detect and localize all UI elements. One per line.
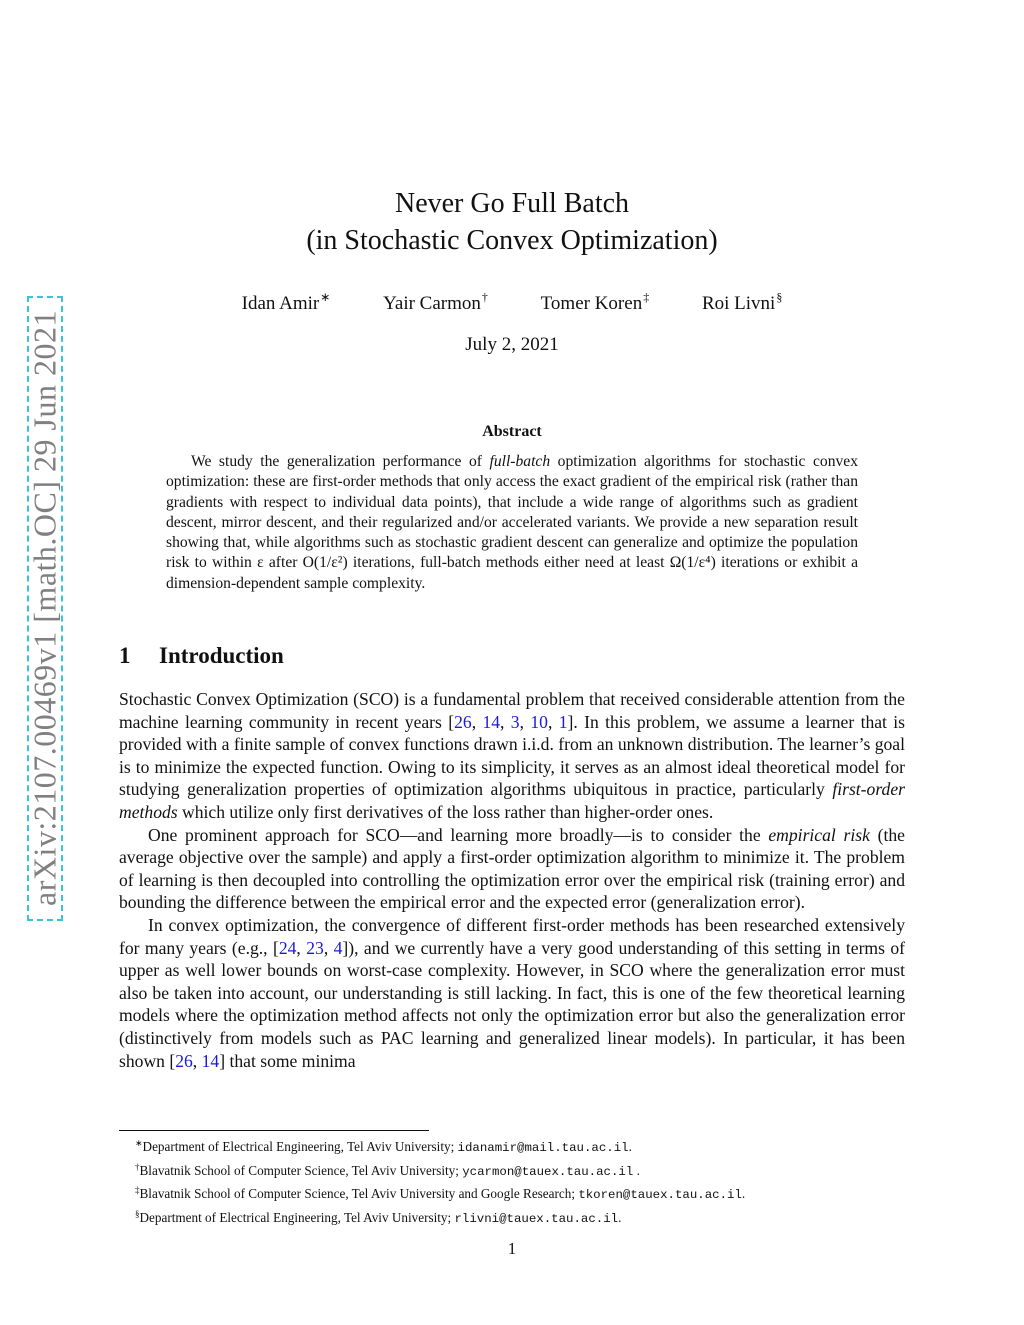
- abstract-heading: Abstract: [482, 423, 542, 440]
- footnote: †Blavatnik School of Computer Science, Tel Aviv University; ycarmon@tauex.tau.ac.il .: [135, 1161, 640, 1179]
- paragraph: One prominent approach for SCO—and learning more broadly—is to consider the empirical risk (the average objective over the sample) and apply a first-order optimization algorithm to minimize it. The problem of learning is then decoupled into controlling the optimization error over the empirical risk (training error) and bounding the difference between the empirical error and the expected error (generalization error).: [119, 824, 905, 913]
- citation-link[interactable]: 23: [306, 937, 324, 958]
- citation-link[interactable]: 14: [201, 1050, 220, 1071]
- citation-link[interactable]: 26: [175, 1050, 193, 1071]
- footnote: §Department of Electrical Engineering, Tel Aviv University; rlivni@tauex.tau.ac.il.: [135, 1208, 622, 1226]
- arxiv-identifier: arXiv:2107.00469v1 [math.OC] 29 Jun 2021: [26, 310, 63, 906]
- title-line-2: (in Stochastic Convex Optimization): [306, 225, 718, 256]
- paragraph: In convex optimization, the convergence of different first-order methods has been researched extensively for many years (e.g., [24, 23, 4]), and we currently have a very good understanding of this setting in terms of upper as well lower bounds on worst-case complexity. However, in SCO where the generalization error must also be taken into account, our understanding is still lacking. In fact, this is one of the few theoretical learning models where the optimization method affects not only the optimization error but also the generalization error (distinctively from models such as PAC learning and generalized linear models). In particular, it has been shown [26, 14] that some minima: [119, 914, 906, 1071]
- citation-link[interactable]: 24: [278, 937, 297, 958]
- abstract-text: We study the generalization performance of full-batch optimization algorithms for stochastic convex optimization: these are first-order methods that only access the exact gradient of the empirical risk (rather than gradients with respect to individual data points), that include a wide range of algorithms such as gradient descent, mirror descent, and their regularized and/or accelerated variants. We provide a new separation result showing that, while algorithms such as stochastic gradient descent can generalize and optimize the population risk to within ε after O(1/ε²) iterations, full-batch methods either need at least Ω(1/ε⁴) iterations or exhibit a dimension-dependent sample complexity.: [166, 453, 859, 592]
- paper-title: [0, 185, 1024, 259]
- citation-link[interactable]: 14: [482, 711, 501, 732]
- citation-link[interactable]: 1: [558, 711, 568, 732]
- title-line-1: Never Go Full Batch: [394, 188, 630, 219]
- author: Idan Amir∗: [241, 290, 331, 314]
- citation-link[interactable]: 3: [510, 711, 520, 732]
- author: Tomer Koren‡: [540, 290, 650, 314]
- email: ycarmon@tauex.tau.ac.il: [462, 1164, 634, 1179]
- footnote-rule: [119, 1130, 429, 1131]
- footnote: ‡Blavatnik School of Computer Science, Tel Aviv University and Google Research; tkoren@tauex.tau.ac.il.: [135, 1185, 746, 1203]
- author-list: [0, 290, 1024, 315]
- author: Roi Livni§: [701, 290, 783, 314]
- author: Yair Carmon†: [383, 290, 488, 314]
- footnotes: [135, 1134, 915, 1228]
- introduction-body: [119, 688, 905, 1072]
- email: idanamir@mail.tau.ac.il: [457, 1141, 629, 1155]
- page-number: 1: [507, 1239, 517, 1258]
- email: rlivni@tauex.tau.ac.il: [454, 1211, 619, 1226]
- citation-link[interactable]: 4: [333, 937, 343, 958]
- paragraph: Stochastic Convex Optimization (SCO) is a fundamental problem that received considerable attention from the machine learning community in recent years [26, 14, 3, 10, 1]. In this problem, we assume a learner that is provided with a finite sample of convex functions drawn i.i.d. from an unknown distribution. The learner’s goal is to minimize the expected function. Owing to its simplicity, it serves as an almost ideal theoretical model for studying generalization properties of optimization algorithms ubiquitous in practice, particularly first-order methods which utilize only first derivatives of the loss rather than higher-order ones.: [119, 689, 906, 822]
- citation-link[interactable]: 10: [530, 711, 548, 732]
- email: tkoren@tauex.tau.ac.il: [578, 1188, 742, 1203]
- footnote: ∗Department of Electrical Engineering, Tel Aviv University; idanamir@mail.tau.ac.il.: [135, 1138, 632, 1155]
- citation-link[interactable]: 26: [454, 711, 472, 732]
- publication-date: July 2, 2021: [465, 334, 559, 355]
- section-heading: 1 Introduction: [119, 643, 284, 668]
